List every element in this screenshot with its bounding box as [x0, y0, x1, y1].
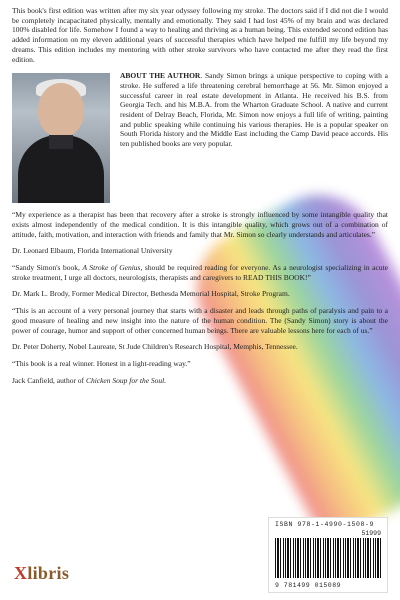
quote-doherty: “This is an account of a very personal journey that starts with a disaster and leads through paths of paralysis and pain to a good measure of healing and new insight into the nature of the human condition. The (Sandy Simon) story is about the power of courage, humor and support of other concerned human beings. There are valuable lessons here for each of us.” [12, 306, 388, 335]
quote-brody: “Sandy Simon's book, A Stroke of Genius, should be required reading for everyone. As a neurologist specializing in acute stroke treatment, I urge all doctors, neurologists, therapists and caregivers to READ THIS BOOK!” [12, 263, 388, 282]
price-code: 51999 [361, 530, 381, 537]
author-label: ABOUT THE AUTHOR [120, 71, 201, 81]
quote-canfield: “This book is a real winner. Honest in a light-reading way.” [12, 358, 191, 368]
isbn-barcode [268, 517, 388, 593]
isbn-text: ISBN 978-1-4990-1508-9 [275, 521, 375, 528]
author-photo [12, 73, 110, 203]
barcode-digits: 9 781499 015089 [275, 582, 342, 589]
barcode-bars [275, 538, 381, 578]
publisher-logo: Xlibris [14, 563, 70, 583]
quote-elbaum: “My experience as a therapist has been that recovery after a stroke is strongly influenced by some intangible quality that exists almost independently of the medical condition. It is this intangible quality, which grows out of a combination of attitude, faith, motivation, and interaction with friends and family that Mr. Simon so clearly understands and articulates.” [12, 210, 388, 239]
intro-paragraph: This book's first edition was written after my six year odyssey following my stroke. The doctors said if I did not die I would be completely incapacitated physically, mentally and emotionally. They said I had lost 45% of my brain and was declared 100% disabled for life. Somehow I found a way to healing and thriving as a human being. This extended second edition has added information on my eleven additional years of successful therapies which have helped me fulfill my life beyond my dreams. This edition includes my mentoring with other stroke survivors who have contacted me after they read the first edition. [12, 6, 388, 64]
about-author-section [12, 71, 388, 203]
attribution-brody: Dr. Mark L. Brody, Former Medical Director, Bethesda Memorial Hospital, Stroke Program. [12, 289, 290, 299]
book-title: A Stroke of Genius [82, 263, 141, 273]
author-bio-text: . Sandy Simon brings a unique perspective to coping with a stroke. He suffered a life threatening cerebral hemorrhage at 56. Mr. Simon enjoyed a successful career in real estate development in Atlanta. He received his B.S. from Georgia Tech. and his M.B.A. from the Wharton Graduate School. A native and current resident of Delray Beach, Florida, Mr. Simon now enjoys a full life of writing, painting and public speaking while continuing his various therapies. He is a popular speaker on South Florida history and the Middle East including the Camp David peace accords. His ten published books are very popular. [120, 71, 388, 149]
attribution-elbaum: Dr. Leonard Elbaum, Florida International University [12, 246, 173, 256]
attribution-canfield: Jack Canfield, author of Chicken Soup for the Soul. [12, 375, 167, 385]
back-cover-text [12, 6, 388, 392]
attribution-doherty: Dr. Peter Doherty, Nobel Laureate, St Jude Children's Research Hospital, Memphis, Tennessee. [12, 342, 298, 352]
